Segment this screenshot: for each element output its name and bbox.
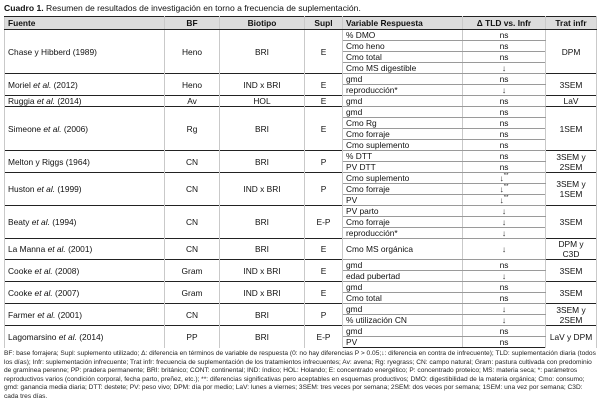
cell-bf: Gram	[165, 282, 220, 304]
cell-variable: Cmo Rg	[343, 118, 463, 129]
header-trat: Trat infr	[546, 17, 597, 30]
header-row	[5, 17, 597, 30]
trat-line: 2SEM	[559, 314, 583, 325]
result-value: ns	[499, 151, 509, 161]
cell-supl: E	[305, 107, 343, 151]
result-value: ns	[499, 118, 509, 128]
cell-trat	[546, 96, 597, 107]
table-row	[5, 326, 597, 337]
cell-fuente: Lagomarsino et al. (2014)	[5, 326, 165, 348]
result-value: ↓	[499, 195, 504, 205]
trat-line: 3SEM	[559, 79, 583, 90]
result-value: ↓	[501, 228, 507, 238]
cell-fuente: Cooke et al. (2008)	[5, 260, 165, 282]
cell-result	[463, 85, 546, 96]
cell-biotipo: BRI	[220, 107, 305, 151]
trat-line: DPM y	[558, 239, 584, 249]
cell-supl: P	[305, 304, 343, 326]
cell-trat	[546, 173, 597, 206]
cell-biotipo: BRI	[220, 151, 305, 173]
cell-result	[463, 315, 546, 326]
cell-variable: Cmo MS orgánica	[343, 239, 463, 260]
cell-variable: Cmo suplemento	[343, 140, 463, 151]
result-value: ↓	[501, 315, 507, 325]
cell-result	[463, 239, 546, 260]
cell-fuente: Cooke et al. (2007)	[5, 282, 165, 304]
cell-trat	[546, 260, 597, 282]
cell-biotipo: BRI	[220, 206, 305, 239]
cell-result	[463, 271, 546, 282]
cell-supl: E	[305, 96, 343, 107]
trat-line: LaV	[563, 96, 579, 106]
cell-variable: PV	[343, 337, 463, 348]
cell-result	[463, 63, 546, 74]
cell-result	[463, 52, 546, 63]
cell-fuente: Moriel et al. (2012)	[5, 74, 165, 96]
result-value: ↓	[501, 206, 507, 216]
table-row	[5, 74, 597, 85]
trat-line: 1SEM	[559, 123, 583, 134]
cell-variable: edad pubertad	[343, 271, 463, 282]
cell-result	[463, 96, 546, 107]
cell-bf: Av	[165, 96, 220, 107]
cell-bf: CN	[165, 239, 220, 260]
cell-variable: Cmo suplemento	[343, 173, 463, 184]
table-row	[5, 304, 597, 315]
trat-line: 3SEM y	[556, 304, 586, 315]
header-delta: Δ TLD vs. Infr	[463, 17, 546, 30]
cell-biotipo: BRI	[220, 326, 305, 348]
trat-line: LaV y DPM	[549, 331, 593, 342]
cell-supl: P	[305, 173, 343, 206]
table-caption	[4, 3, 361, 13]
cell-trat	[546, 304, 597, 326]
caption-text: Resumen de resultados de investigación en torno a frecuencia de suplementación.	[46, 3, 361, 13]
cell-fuente: Ruggia et al. (2014)	[5, 96, 165, 107]
cell-variable: Cmo total	[343, 52, 463, 63]
cell-variable: % DMO	[343, 30, 463, 41]
cell-result	[463, 173, 546, 184]
trat-line: 3SEM	[559, 217, 583, 227]
result-value: ↓	[501, 85, 507, 95]
cell-bf: CN	[165, 304, 220, 326]
trat-line: C3D	[562, 249, 580, 259]
header-supl: Supl	[305, 17, 343, 30]
cell-variable: PV	[343, 195, 463, 206]
trat-line: 3SEM y	[556, 151, 586, 162]
cell-trat	[546, 74, 597, 96]
header-variable: Variable Respuesta	[343, 17, 463, 30]
trat-line: 3SEM	[559, 265, 583, 276]
cell-fuente: Farmer et al. (2001)	[5, 304, 165, 326]
cell-bf: CN	[165, 151, 220, 173]
caption-label: Cuadro 1.	[4, 3, 44, 13]
cell-biotipo: IND x BRI	[220, 173, 305, 206]
cell-supl: E	[305, 74, 343, 96]
cell-fuente: Huston et al. (1999)	[5, 173, 165, 206]
cell-biotipo: IND x BRI	[220, 74, 305, 96]
cell-fuente: Simeone et al. (2006)	[5, 107, 165, 151]
header-bf: BF	[165, 17, 220, 30]
result-value: ↓	[501, 63, 507, 73]
cell-result	[463, 304, 546, 315]
result-value: ns	[499, 326, 509, 336]
cell-biotipo: BRI	[220, 30, 305, 74]
table-row	[5, 282, 597, 293]
result-value: ns	[499, 96, 509, 106]
trat-line: 1SEM	[559, 189, 583, 199]
significance-marker: **	[503, 195, 509, 202]
cell-bf: Heno	[165, 30, 220, 74]
table-row	[5, 206, 597, 217]
result-value: ns	[499, 162, 509, 172]
trat-line: 2SEM	[559, 161, 583, 172]
cell-supl: E-P	[305, 326, 343, 348]
cell-variable: Cmo MS digestible	[343, 63, 463, 74]
cell-fuente: Chase y Hibberd (1989)	[5, 30, 165, 74]
cell-trat	[546, 282, 597, 304]
result-value: ↓	[499, 184, 504, 194]
cell-variable: Cmo heno	[343, 41, 463, 52]
result-value: ↓	[501, 304, 507, 314]
cell-result	[463, 129, 546, 140]
table-row	[5, 239, 597, 260]
table-row	[5, 151, 597, 162]
results-table	[4, 16, 597, 348]
result-value: ns	[499, 337, 509, 347]
cell-supl: E	[305, 260, 343, 282]
cell-fuente: La Manna et al. (2001)	[5, 239, 165, 260]
cell-trat	[546, 326, 597, 348]
cell-result	[463, 140, 546, 151]
cell-trat	[546, 151, 597, 173]
cell-bf: Heno	[165, 74, 220, 96]
cell-supl: E-P	[305, 206, 343, 239]
significance-marker: **	[503, 173, 509, 180]
cell-variable: Cmo total	[343, 293, 463, 304]
result-value: ns	[499, 129, 509, 139]
result-value: ns	[499, 107, 509, 117]
table-body	[5, 30, 597, 348]
cell-result	[463, 118, 546, 129]
cell-supl: E	[305, 282, 343, 304]
cell-supl: E	[305, 239, 343, 260]
cell-trat	[546, 30, 597, 74]
cell-variable: Cmo forraje	[343, 129, 463, 140]
cell-variable: Cmo forraje	[343, 184, 463, 195]
cell-trat	[546, 206, 597, 239]
cell-result	[463, 162, 546, 173]
cell-variable: gmd	[343, 96, 463, 107]
result-value: ns	[499, 260, 509, 270]
cell-bf: PP	[165, 326, 220, 348]
cell-variable: PV parto	[343, 206, 463, 217]
cell-biotipo: BRI	[220, 304, 305, 326]
table-row	[5, 30, 597, 41]
cell-result	[463, 282, 546, 293]
cell-result	[463, 107, 546, 118]
result-value: ↓	[501, 217, 507, 227]
result-value: ns	[499, 282, 509, 292]
cell-supl: P	[305, 151, 343, 173]
cell-result	[463, 337, 546, 348]
cell-bf: Gram	[165, 260, 220, 282]
cell-result	[463, 206, 546, 217]
cell-variable: gmd	[343, 282, 463, 293]
cell-biotipo: HOL	[220, 96, 305, 107]
cell-variable: gmd	[343, 107, 463, 118]
cell-fuente: Beaty et al. (1994)	[5, 206, 165, 239]
cell-trat	[546, 239, 597, 260]
cell-biotipo: BRI	[220, 239, 305, 260]
result-value: ns	[499, 74, 509, 84]
cell-result	[463, 293, 546, 304]
cell-result	[463, 228, 546, 239]
cell-result	[463, 30, 546, 41]
cell-variable: reproducción*	[343, 228, 463, 239]
cell-result	[463, 195, 546, 206]
trat-line: DPM	[561, 46, 581, 57]
result-value: ns	[499, 140, 509, 150]
cell-result	[463, 74, 546, 85]
result-value: ns	[499, 41, 509, 51]
cell-biotipo: IND x BRI	[220, 260, 305, 282]
result-value: ns	[499, 30, 509, 40]
cell-trat	[546, 107, 597, 151]
cell-bf: CN	[165, 206, 220, 239]
cell-variable: % utilización CN	[343, 315, 463, 326]
cell-result	[463, 326, 546, 337]
header-fuente: Fuente	[5, 17, 165, 30]
result-value: ↓	[499, 173, 504, 183]
cell-result	[463, 260, 546, 271]
table-row	[5, 260, 597, 271]
cell-bf: Rg	[165, 107, 220, 151]
cell-fuente: Melton y Riggs (1964)	[5, 151, 165, 173]
cell-variable: Cmo forraje	[343, 217, 463, 228]
result-value: ns	[499, 52, 509, 62]
cell-variable: gmd	[343, 260, 463, 271]
cell-variable: gmd	[343, 74, 463, 85]
trat-line: 3SEM	[559, 287, 583, 298]
result-value: ↓	[501, 244, 507, 254]
table-row	[5, 107, 597, 118]
cell-result	[463, 217, 546, 228]
cell-variable: PV DTT	[343, 162, 463, 173]
cell-variable: gmd	[343, 326, 463, 337]
cell-bf: CN	[165, 173, 220, 206]
table-footnote: BF: base forrajera; Supl: suplemento utilizado; Δ: diferencia en términos de variable de respuesta (0: no hay diferencias P > 0.05;↓: diferencia en contra de infrecuente); TLD: suplementación diaria (todos los días); Infr: suplementación infrecuente; Trat infr: frecuencia de suplementación de los tratamientos infrecuentes; Av: avena; Rg: ryegrass; CN: campo natural; Gram: pastura cultivada con predominio de gramínea perenne; PP: pradera permanente; BRI: británico; CONT: continental; IND: índico; HOL: Holando; E: concentrado energético; P: concentrado proteico; MS: materia seca; *: parámetros reproductivos varios (condición corporal, fecha parto, preñez, etc.); **: diferencias significativas pero aceptables en esquemas productivos; DMO: digestibilidad de la materia orgánica; Cmo: consumo; gmd: ganancia media diaria; DTT: destete; PV: peso vivo; DPM: día por medio; LaV: lunes a viernes; 3SEM: tres veces por semana; 2SEM: dos veces por semana; 1SEM: una vez por semana; C3D: cada tres días.	[4, 350, 596, 400]
cell-result	[463, 184, 546, 195]
table-row	[5, 173, 597, 184]
cell-variable: gmd	[343, 304, 463, 315]
result-value: ↓	[501, 271, 507, 281]
result-value: ns	[499, 293, 509, 303]
table-row	[5, 96, 597, 107]
cell-result	[463, 151, 546, 162]
cell-variable: % DTT	[343, 151, 463, 162]
cell-result	[463, 41, 546, 52]
cell-variable: reproducción*	[343, 85, 463, 96]
header-biotipo: Biotipo	[220, 17, 305, 30]
cell-supl: E	[305, 30, 343, 74]
trat-line: 3SEM y	[556, 179, 586, 189]
significance-marker: **	[503, 184, 509, 191]
cell-biotipo: IND x BRI	[220, 282, 305, 304]
